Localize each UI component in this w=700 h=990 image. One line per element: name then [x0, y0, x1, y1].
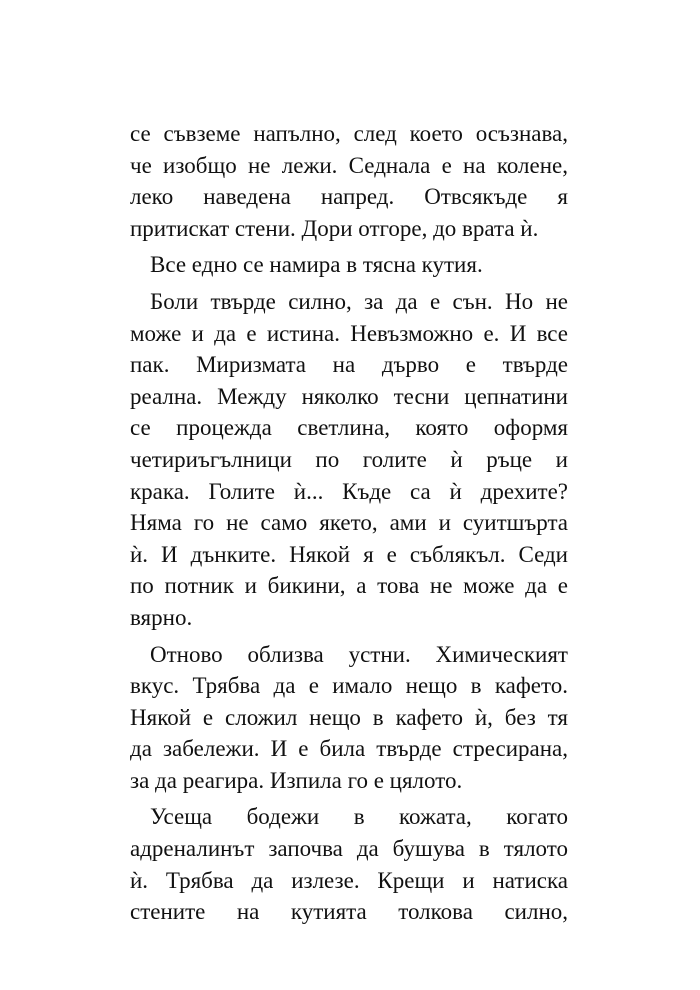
text-line: крака. Голите ѝ... Къде са ѝ дрехите?: [130, 478, 568, 504]
text-line: Боли твърде силно, за да е сън. Но не: [150, 288, 568, 314]
text-line: Усеща бодежи в кожата, когато: [150, 804, 568, 830]
text-line: се процежда светлина, която оформя: [130, 415, 568, 441]
text-line: реална. Между няколко тесни цепнатини: [130, 383, 568, 409]
text-line: Някой е сложил нещо в кафето ѝ, без тя: [130, 704, 568, 730]
text-line: пак. Миризмата на дърво е твърде: [130, 352, 568, 378]
text-line: леко наведена напред. Отвсякъде я: [130, 184, 568, 210]
text-line: вярно.: [130, 604, 193, 630]
text-line: че изобщо не лежи. Седнала е на колене,: [130, 152, 568, 178]
text-line: Няма го не само якето, ами и суитшърта: [130, 510, 568, 536]
text-line: вкус. Трябва да е имало нещо в кафето.: [130, 673, 568, 699]
text-line: за да реагира. Изпила го е цялото.: [130, 767, 463, 793]
text-line: Все едно се намира в тясна кутия.: [150, 252, 483, 278]
paragraph-5: [130, 801, 568, 927]
paragraph-4: [130, 639, 568, 797]
page-text: [130, 118, 568, 928]
text-line: Отново облизва устни. Химическият: [150, 641, 568, 667]
text-line: ѝ. Трябва да излезе. Крещи и натиска: [130, 867, 568, 893]
text-line: четириъгълници по голите ѝ ръце и: [130, 446, 568, 472]
text-line: ѝ. И дънките. Някой я е съблякъл. Седи: [130, 541, 568, 567]
text-line: стените на кутията толкова силно,: [130, 899, 568, 925]
text-line: може и да е истина. Невъзможно е. И все: [130, 320, 568, 346]
paragraph-3: [130, 286, 568, 634]
paragraph-1: [130, 118, 568, 244]
text-line: се съвземе напълно, след което осъзнава,: [130, 121, 568, 146]
text-line: адреналинът започва да бушува в тялото: [130, 836, 568, 862]
text-line: по потник и бикини, а това не може да е: [130, 573, 568, 599]
text-line: притискат стени. Дори отгоре, до врата ѝ.: [130, 215, 539, 241]
text-line: да забележи. И е била твърде стресирана,: [130, 736, 568, 762]
paragraph-2: [130, 249, 568, 281]
